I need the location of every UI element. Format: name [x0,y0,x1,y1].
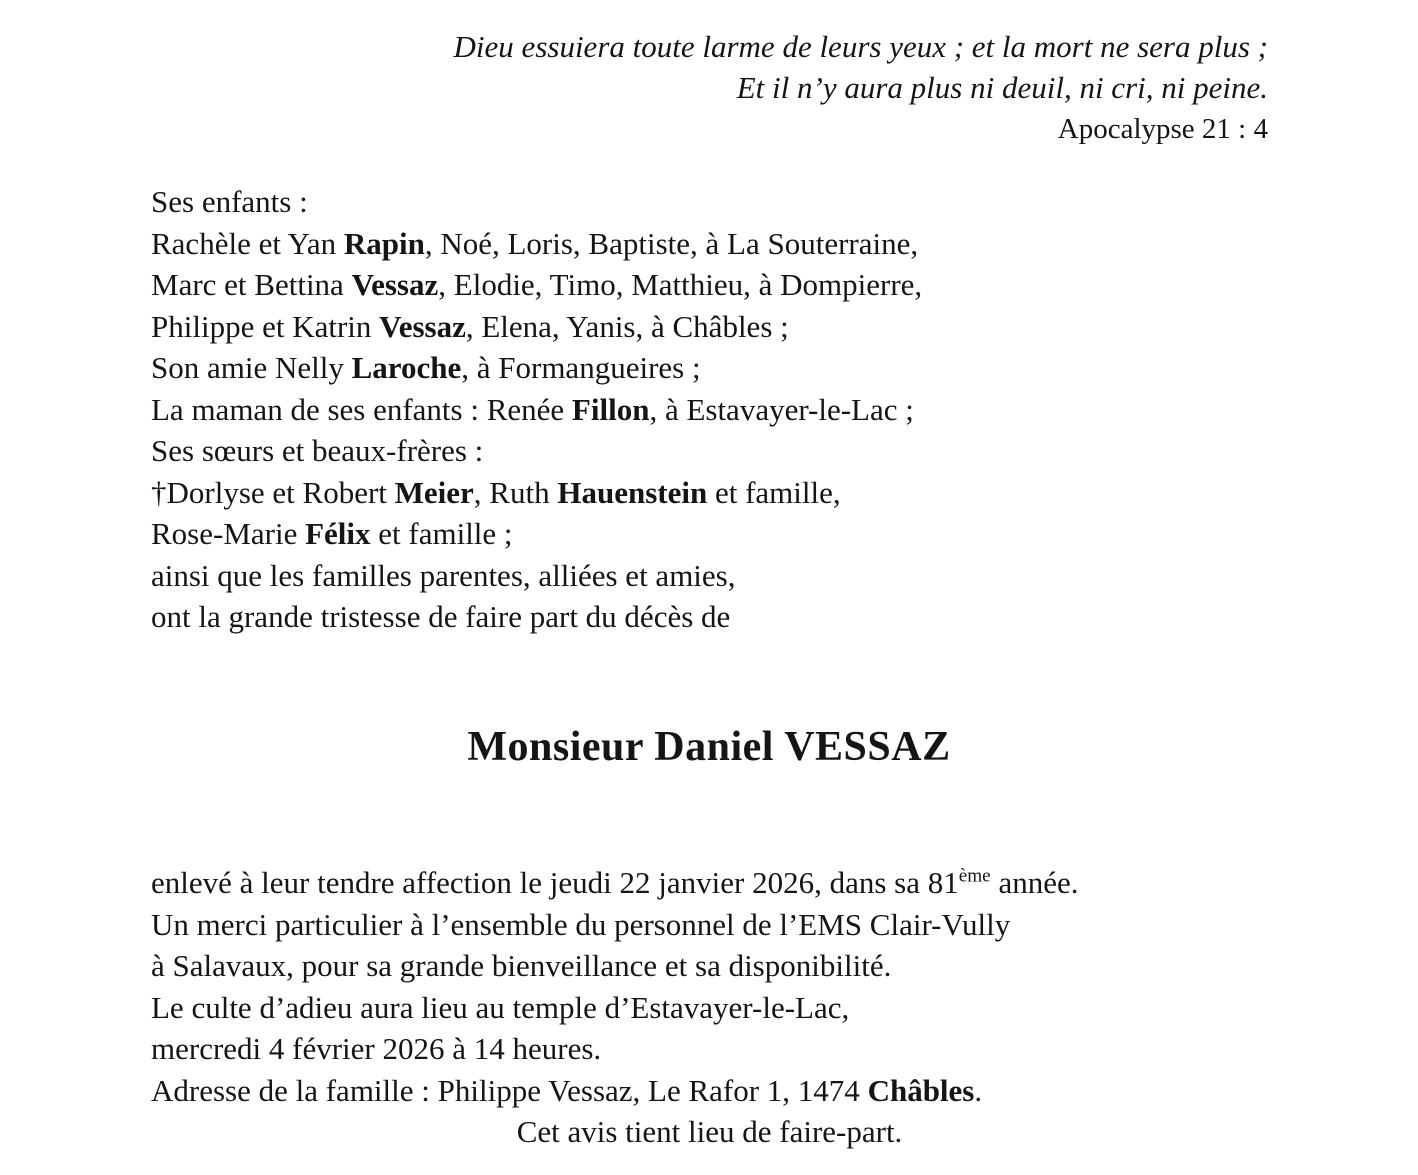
text-segment: année. [990,865,1079,900]
text-segment: , Elena, Yanis, à Châbles ; [465,308,789,344]
text-segment: Marc et Bettina [151,267,352,302]
family-line [151,430,1298,472]
family-list [151,181,1298,638]
bold-name-segment: Meier [394,474,474,510]
text-segment: ont la grande tristesse de faire part du décès de [151,599,731,634]
deceased-name-heading: Monsieur Daniel VESSAZ [467,724,951,770]
text-segment: Rachèle et Yan [151,225,344,261]
text-segment: Ses enfants : [151,184,308,219]
text-segment: , Noé, Loris, Baptiste, à La Souterraine, [424,225,919,261]
text-segment: Cet avis tient lieu de faire-part. [516,1114,903,1149]
family-line [151,347,1298,389]
superscript-segment: ème [958,865,991,887]
text-segment: La maman de ses enfants : Renée [151,391,572,427]
family-line [151,181,1298,223]
scripture-quote [454,26,1268,149]
quote-attribution: Apocalypse 21 : 4 [1057,113,1268,145]
family-line [151,596,1298,638]
text-segment: mercredi 4 février 2026 à 14 heures. [151,1031,602,1066]
family-line [151,389,1298,431]
family-line [151,472,1298,514]
details-line [151,1028,1268,1070]
bold-name-segment: Hauenstein [557,474,708,510]
quote-line-1: Dieu essuiera toute larme de leurs yeux ; et la mort ne sera plus ; [453,29,1268,64]
bold-name-segment: Rapin [343,225,425,261]
text-segment: à Salavaux, pour sa grande bienveillance et sa disponibilité. [151,948,892,983]
text-segment: Rose-Marie [151,516,306,551]
funeral-details [151,862,1268,1153]
text-segment: Son amie Nelly [151,350,352,385]
text-segment: , Ruth [473,474,558,510]
details-line [151,1070,1268,1112]
bold-name-segment: Vessaz [351,267,439,302]
details-line [151,945,1268,987]
bold-name-segment: Félix [305,516,371,551]
quote-line-2: Et il n’y aura plus ni deuil, ni cri, ni peine. [736,70,1268,105]
family-line [151,264,1298,306]
text-segment: et famille, [707,474,841,510]
text-segment: Philippe et Katrin [151,308,380,344]
bold-name-segment: Châbles [867,1072,975,1108]
text-segment: et famille ; [370,516,513,551]
details-line [151,1111,1268,1153]
details-line [151,987,1268,1029]
text-segment: Ses sœurs et beaux-frères : [151,433,484,468]
details-line [151,862,1268,904]
text-segment: enlevé à leur tendre affection le jeudi 22 janvier 2026, dans sa 81 [151,865,959,900]
details-line [151,904,1268,946]
text-segment: , à Formangueires ; [461,350,701,385]
family-line [151,513,1298,555]
text-segment: , à Estavayer-le-Lac ; [649,391,914,427]
text-segment: , Elodie, Timo, Matthieu, à Dompierre, [438,267,923,302]
text-segment: Le culte d’adieu aura lieu au temple d’Estavayer-le-Lac, [151,989,850,1025]
family-line [151,555,1298,597]
family-line [151,306,1298,348]
bold-name-segment: Laroche [351,350,462,385]
bold-name-segment: Vessaz [379,308,466,344]
family-line [151,223,1298,265]
text-segment: Un merci particulier à l’ensemble du personnel de l’EMS Clair-Vully [151,906,1011,942]
bold-name-segment: Fillon [571,391,650,427]
text-segment: †Dorlyse et Robert [151,474,395,510]
text-segment: Adresse de la famille : Philippe Vessaz, Le Rafor 1, 1474 [151,1072,868,1108]
text-segment: . [974,1072,983,1108]
text-segment: ainsi que les familles parentes, alliées et amies, [151,557,736,593]
